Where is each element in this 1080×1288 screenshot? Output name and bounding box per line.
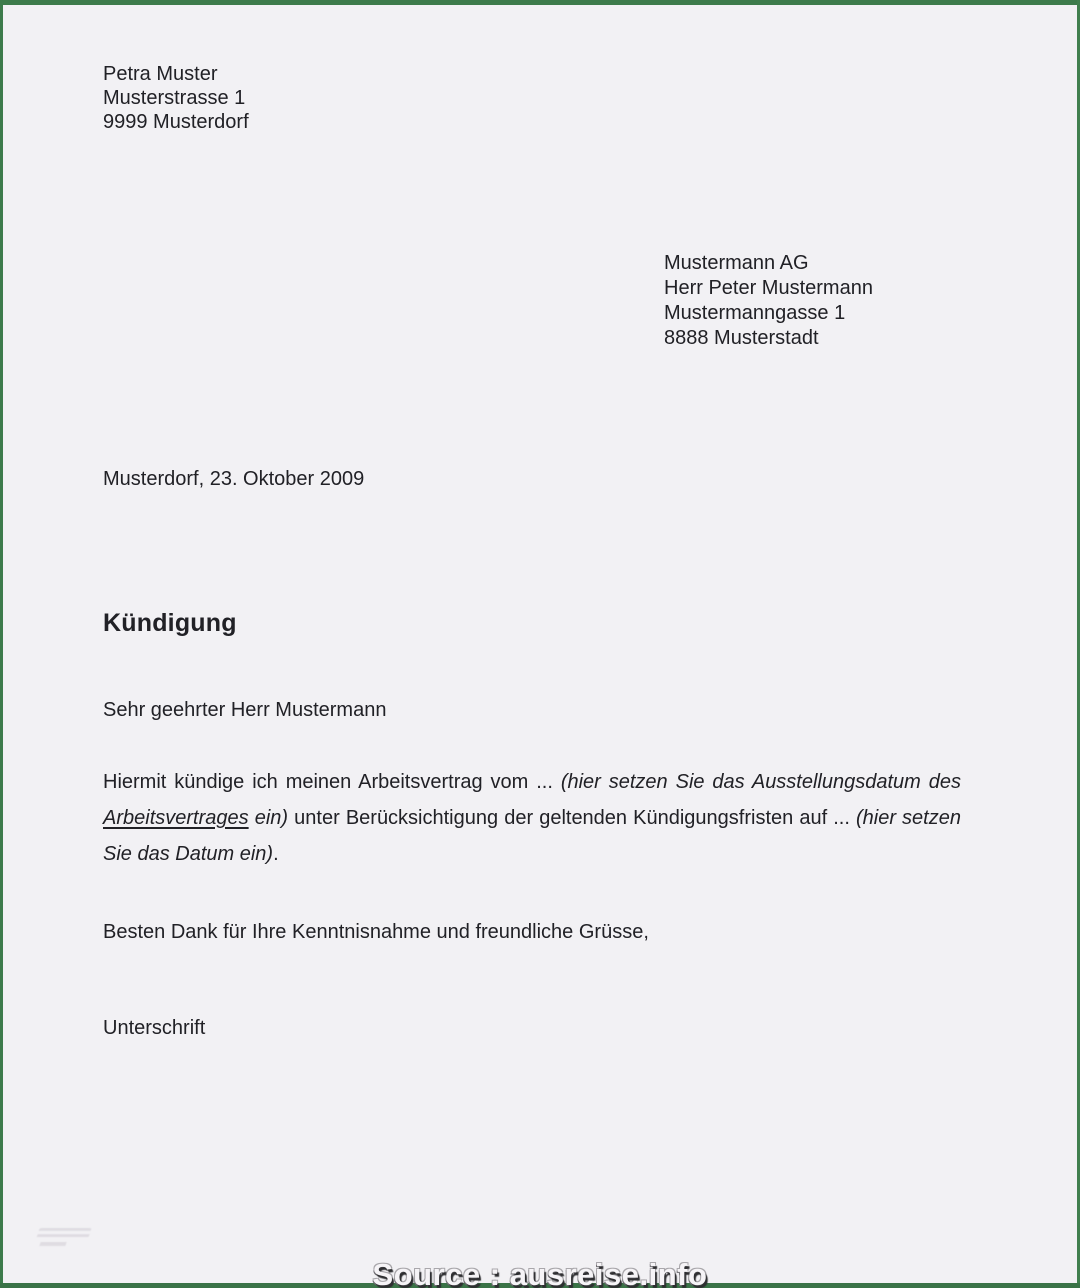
scan-frame-top xyxy=(0,0,1080,5)
scan-frame-left xyxy=(0,0,3,1288)
body-segment-period: . xyxy=(273,843,279,865)
body-segment: Hiermit kündige ich meinen Arbeitsvertrag vom ... xyxy=(103,771,561,793)
recipient-company: Mustermann AG xyxy=(664,252,809,274)
sender-street: Musterstrasse 1 xyxy=(103,87,246,109)
sender-city: 9999 Musterdorf xyxy=(103,111,249,133)
body-paragraph xyxy=(103,764,961,872)
salutation-line: Sehr geehrter Herr Mustermann xyxy=(103,699,387,721)
signature-label: Unterschrift xyxy=(103,1017,206,1039)
closing-line: Besten Dank für Ihre Kenntnisnahme und freundliche Grüsse, xyxy=(103,921,649,943)
body-segment-placeholder: (hier setzen Sie das Datum ein) xyxy=(103,807,961,865)
sender-name: Petra Muster xyxy=(103,63,218,85)
recipient-address-block xyxy=(664,251,873,351)
recipient-street: Mustermanngasse 1 xyxy=(664,302,846,324)
body-segment-underlined-term: Arbeitsvertrages xyxy=(103,807,249,829)
recipient-name: Herr Peter Mustermann xyxy=(664,277,873,299)
subject-heading: Kündigung xyxy=(103,609,237,637)
source-watermark: Source : ausreise.info xyxy=(372,1257,708,1288)
date-line: Musterdorf, 23. Oktober 2009 xyxy=(103,468,365,490)
body-segment-placeholder: (hier setzen Sie das Ausstellungsdatum des xyxy=(560,771,961,793)
sender-address-block xyxy=(103,62,249,134)
body-segment-placeholder-end: ein) xyxy=(248,807,289,829)
recipient-city: 8888 Musterstadt xyxy=(664,327,819,349)
scan-smudge-mark-small xyxy=(39,1242,66,1246)
body-segment: unter Berücksichtigung der geltenden Kündigungsfristen auf ... xyxy=(288,807,856,829)
scan-smudge-mark xyxy=(36,1228,91,1238)
